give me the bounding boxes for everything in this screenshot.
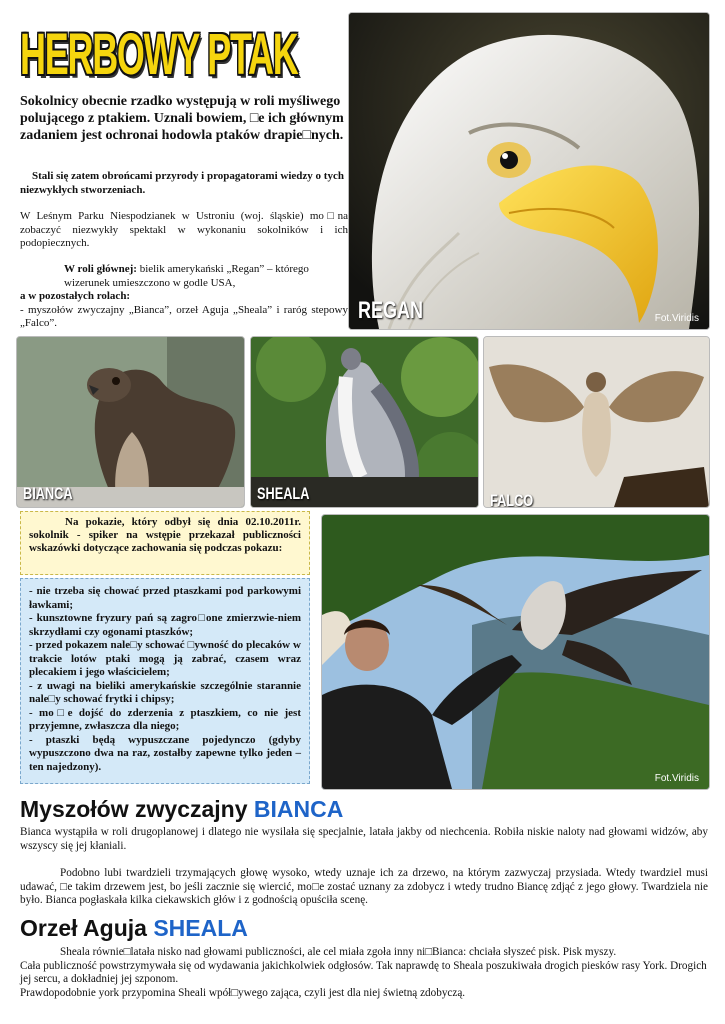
sheala-caption: SHEALA [257,484,310,503]
falconer-photo [321,514,710,790]
intro-bold: Stali się zatem obrońcami przyrody i propagatorami wiedzy o tych niezwykłych stworzeniach. [20,170,344,196]
rules-box [20,578,310,784]
bianca-paragraph-2: Podobno lubi twardzieli trzymających głowę wysoko, wtedy uznaje ich za drzewo, na którym zazwyczaj przysiada. Wtedy twardziel musi udawać, □e takim drzewem jest, bo jeśli zacznie się wiercić, mo□e zostać uznany za zdobycz i wtedy trudno Biancę zdjąć z jego głowy. Twardziela nie było. Bianca pogłaskała kilka ciekawskich głów i z godnością opuściła scenę. [20,867,708,907]
roles-block [20,263,348,331]
rule-item: - mo□e dojść do zderzenia z ptaszkiem, co nie jest przyjemne, zwłaszcza dla niego; [29,706,301,732]
intro-paragraph: W Leśnym Parku Niespodzianek w Ustroniu (woj. śląskie) mo□na zobaczyć niezwykły spektakl w wykonaniu sokolników i ich podopiecznych. [20,210,348,249]
falconer-with-eagle-image [322,515,709,789]
sheala-paragraph-2: Cała publiczność powstrzymywała się od wydawania jakichkolwiek odgłosów. Tak naprawdę to Sheala poszukiwała drogich piesków rasy York. Drogich jej sercu, a dokładniej jej szponom. [20,959,707,986]
regan-credit: Fot.Viridis [654,313,699,324]
sheala-text [20,946,708,1000]
bianca-heading [20,796,343,822]
rule-item: - z uwagi na bieliki amerykańskie szczególnie starannie nale□y schować frytki i chipsy; [29,679,301,705]
regan-photo [348,12,710,330]
bianca-paragraph-1: Bianca wystąpiła w roli drugoplanowej i dlatego nie wysilała się specjalnie, latała jakby od niechcenia. Robiła niskie naloty nad głowami widzów, aby wszyscy się jej kłaniali. [20,826,708,852]
bianca-photo [16,336,245,508]
buzzard-image [17,337,244,507]
bianca-heading-text: Myszołów zwyczajny [20,796,248,822]
sheala-photo [250,336,479,508]
bianca-heading-name: BIANCA [253,796,344,822]
sheala-paragraph-1: Sheala równie□latała nisko nad głowami publiczności, ale cel miała zgoła inny ni□Bianca: chciała słyszeć pisk. Pisk myszy. [60,946,617,958]
main-role-label: W roli głównej: [64,263,137,275]
rule-item: - przed pokazem nale□y schować □ywność do plecaków w trakcie lotów ptaki mogą ją zabrać, czasem wraz plecakiem i jego właścicielem; [29,639,301,678]
sheala-paragraph-3: Prawdopodobnie york przypomina Sheali wpół□ywego zająca, czyli jest dla niej świetną zdobyczą. [20,986,466,999]
sheala-heading-text: Orzeł Aguja [20,915,147,941]
bald-eagle-image [349,13,709,329]
sheala-heading [20,915,248,941]
falco-caption: FALCO [490,491,534,508]
page-title: HERBOWY PTAK [20,22,298,87]
regan-caption: REGAN [358,297,424,324]
other-roles-label: a w pozostałych rolach: [20,290,131,302]
show-intro-text: Na pokazie, który odbył się dnia 02.10.2011r. sokolnik - spiker na wstępie przekazał publiczności wskazówki dotyczące zachowania się podczas pokazu: [29,516,301,554]
falconer-credit: Fot.Viridis [654,773,699,784]
main-role-text: bielik amerykański „Regan” – którego wizerunek umieszczono w godle USA, [64,263,309,289]
rule-item: - nie trzeba się chować przed ptaszkami pod parkowymi ławkami; [29,585,301,611]
other-roles-text: - myszołów zwyczajny „Bianca”, orzeł Aguja „Sheala” i raróg stepowy „Falco”. [20,303,348,329]
eagle-aguja-image [251,337,478,507]
show-intro-box [20,511,310,575]
sheala-heading-name: SHEALA [153,915,248,941]
falco-photo [483,336,710,508]
lead-paragraph: Sokolnicy obecnie rzadko występują w roli myśliwego polującego z ptakiem. Uznali bowiem, □e ich głównym zadaniem jest ochronai hodowla ptaków drapie□nych. [20,94,344,143]
bianca-caption: BIANCA [23,484,73,503]
saker-falcon-image [484,337,709,507]
rule-item: - kunsztowne fryzury pań są zagro□one zmierzwie-niem skrzydłami czy ogonami ptaszków; [29,612,301,638]
rule-item: - ptaszki będą wypuszczane pojedynczo (gdyby wypuszczono dwa na raz, zostałby zapewne tylko jeden – ten najedzony). [29,733,301,773]
